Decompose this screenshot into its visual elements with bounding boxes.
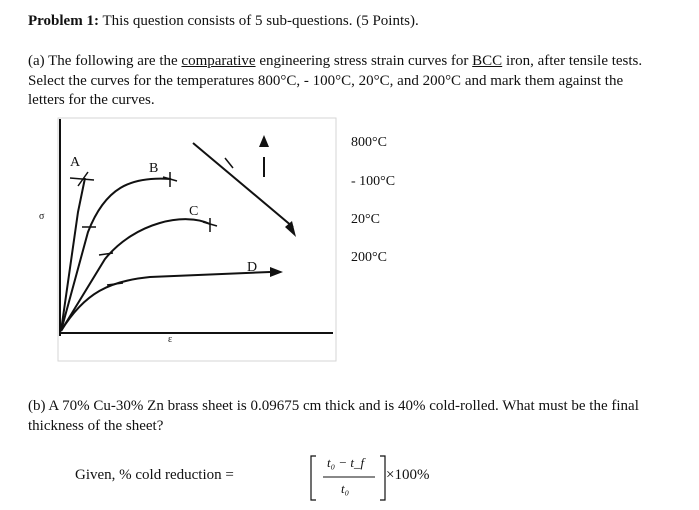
part-a-underlined-bcc: BCC	[472, 53, 503, 69]
yield-mark-d	[107, 283, 123, 285]
curve-label-c: C	[189, 204, 199, 219]
temperature-20: 20°C	[351, 212, 380, 227]
yield-mark-c	[99, 253, 113, 255]
formula-given: Given, % cold reduction =	[75, 467, 234, 483]
part-a-suffix: iron, after tensile tests. Select the curves for the temperatures 800°C, - 100°C, 20°C, and 200°C and mark them against the letters for the curves.	[28, 53, 643, 108]
problem-label: Problem 1:	[28, 13, 99, 29]
temperature-minus-100: - 100°C	[351, 174, 396, 189]
curve-label-a: A	[70, 155, 81, 170]
curve-800	[193, 143, 293, 227]
x-axis-symbol: ε	[168, 334, 173, 345]
yield-mark-800	[225, 158, 233, 168]
arrowhead-up	[259, 135, 269, 147]
curve-label-d: D	[247, 260, 258, 275]
temperature-200: 200°C	[351, 250, 387, 265]
figure-frame	[58, 118, 336, 361]
y-axis-symbol: σ	[39, 211, 45, 222]
arrowhead-800	[285, 221, 296, 237]
arrowhead-d	[270, 267, 283, 277]
temperature-800: 800°C	[351, 135, 387, 150]
formula-numerator: t₀ − t_f	[327, 455, 365, 470]
formula-multiplier: ×100%	[386, 467, 430, 483]
formula-denominator: t₀	[341, 481, 350, 496]
part-a-prefix: (a) The following are the	[28, 53, 182, 69]
part-a-underlined-comparative: comparative	[181, 53, 256, 69]
curve-label-b: B	[149, 161, 159, 176]
part-a-mid: engineering stress strain curves for	[255, 53, 473, 69]
cold-reduction-formula	[75, 453, 430, 503]
problem-text: This question consists of 5 sub-questions. (5 Points).	[102, 13, 419, 29]
part-b-text: (b) A 70% Cu-30% Zn brass sheet is 0.09675 cm thick and is 40% cold-rolled. What must be the final thickness of the sheet?	[28, 398, 639, 434]
